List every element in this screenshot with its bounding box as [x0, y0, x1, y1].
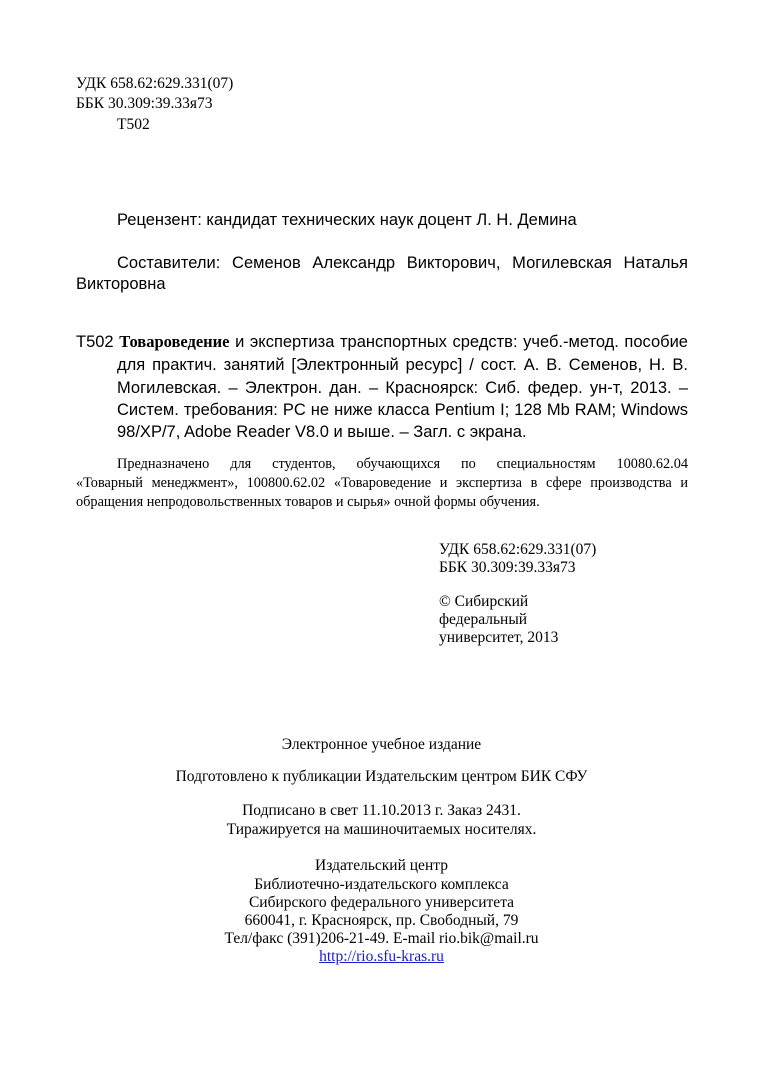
udk-line: УДК 658.62:629.331(07)	[76, 75, 234, 92]
edition-type: Электронное учебное издание	[281, 736, 482, 753]
purpose-line-2: «Товарный менеджмент», 100800.62.02 «Товароведение и экспертиза в сфере производства и	[76, 475, 688, 491]
signed-line: Подписано в свет 11.10.2013 г. Заказ 2431.	[242, 802, 521, 819]
author-code: Т502	[117, 116, 150, 133]
publisher-line-3: Сибирского федерального университета	[248, 894, 515, 911]
prepared-line: Подготовлено к публикации Издательским центром БИК СФУ	[175, 768, 588, 785]
annotation-line-3: Могилевская. – Электрон. дан. – Красноярск: Сиб. федер. ун-т, 2013. –	[117, 379, 688, 397]
annotation-line-1-rest: и экспертиза транспортных средств: учеб.-метод. пособие	[235, 333, 688, 351]
publisher-contacts: Тел/факс (391)206-21-49. E-mail rio.bik@mail.ru	[224, 930, 539, 947]
bbk-line: ББК 30.309:39.33я73	[76, 95, 213, 112]
compilers-line-2: Викторовна	[76, 275, 166, 293]
annotation-code: Т502	[76, 333, 114, 351]
publisher-line-1: Издательский центр	[315, 857, 448, 874]
reviewer-line: Рецензент: кандидат технических наук доцент Л. Н. Демина	[117, 211, 577, 229]
annotation-line-5: 98/XP/7, Adobe Reader V8.0 и выше. – Загл. с экрана.	[117, 423, 527, 441]
annotation-line-1	[76, 332, 688, 352]
copies-line: Тиражируется на машиночитаемых носителях.	[226, 821, 537, 838]
publisher-url-link[interactable]: http://rio.sfu-kras.ru	[319, 948, 444, 965]
publisher-url-row	[0, 947, 763, 966]
copyright-line-1: © Сибирский	[439, 593, 529, 610]
compilers-line-1: Составители: Семенов Александр Викторович, Могилевская Наталья	[117, 254, 688, 272]
annotation-line-4: Систем. требования: PC не ниже класса Pentium I; 128 Mb RAM; Windows	[117, 401, 688, 419]
purpose-line-3: обращения непродовольственных товаров и сырья» очной формы обучения.	[76, 494, 540, 510]
copyright-line-3: университет, 2013	[439, 629, 559, 646]
annotation-title: Товароведение	[119, 332, 230, 351]
right-bbk-line: ББК 30.309:39.33я73	[439, 559, 576, 576]
publisher-address: 660041, г. Красноярск, пр. Свободный, 79	[244, 912, 519, 929]
right-udk-line: УДК 658.62:629.331(07)	[439, 541, 597, 558]
publisher-line-2: Библиотечно-издательского комплекса	[254, 876, 509, 893]
copyright-line-2: федеральный	[439, 611, 528, 628]
purpose-line-1: Предназначено для студентов, обучающихся по специальностям 10080.62.04	[117, 456, 688, 472]
annotation-line-2: для практич. занятий [Электронный ресурс] / сост. А. В. Семенов, Н. В.	[117, 356, 688, 374]
